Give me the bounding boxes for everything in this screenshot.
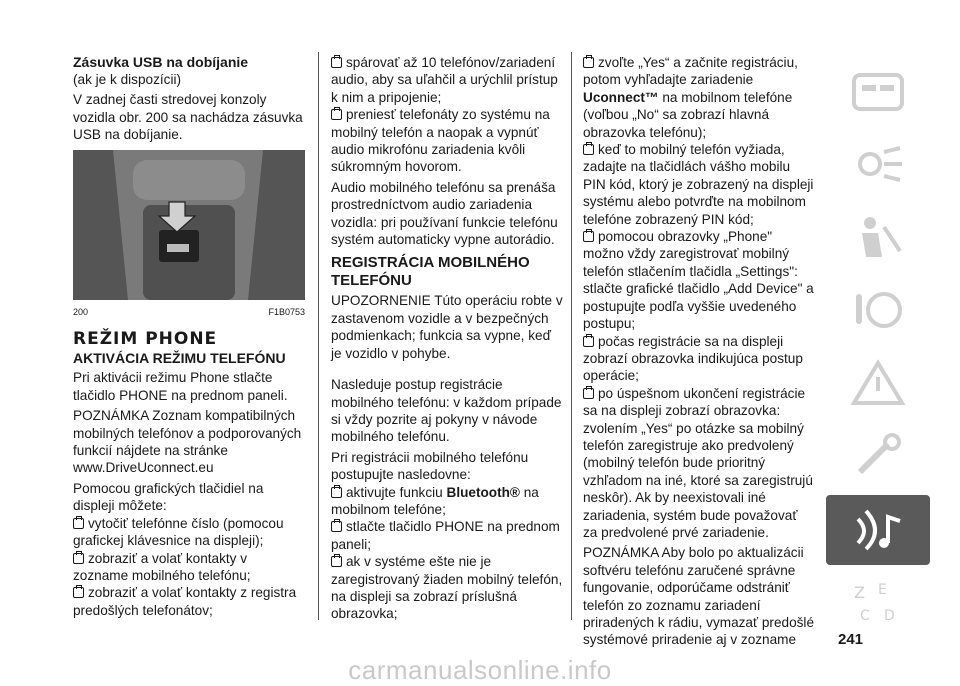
- usb-paragraph: V zadnej časti stredovej konzoly vozidla obr. 200 sa nachádza zásuvka USB na dobíjanie.: [73, 92, 303, 143]
- update-note: POZNÁMKA Aby bolo po aktualizácii softvéru telefónu zaručené správne fungovanie, odporúčame odstrániť telefón zo zoznamu zariadení priradených k rádiu, vymazať predošlé systémové priradenie aj v zozname: [583, 545, 815, 648]
- figure-code: F1B0753: [268, 306, 305, 317]
- watermark: carmanualsonline.info: [348, 655, 612, 685]
- bullet-icon: [583, 231, 594, 242]
- usb-socket-illustration: [73, 150, 305, 300]
- multimedia-icon: [848, 503, 908, 557]
- svg-text:E: E: [878, 582, 887, 598]
- svg-text:D: D: [884, 608, 895, 624]
- list-item: po úspešnom ukončení registrácie sa na displeji zobrazí obrazovka: zvolením „Yes“ po otázke sa mobilný telefón zaregistruje ako predvolený (mobilný telefón bude prioritný vzhľadom na iné, ktoré sa zaregistrujú neskôr). Ak by neexistovali iné zariadenia, systém bude považovať za predvolené prvé zariadenie.: [583, 385, 813, 540]
- tab-maintenance[interactable]: [826, 422, 930, 492]
- column-3: [583, 54, 815, 652]
- column-2: [331, 54, 563, 626]
- procedure-intro: Nasleduje postup registrácie mobilného telefónu: v každom prípade si vždy pozrite aj pokyny v návode mobilného telefónu.: [331, 377, 562, 445]
- bullet-icon: [331, 521, 342, 532]
- tab-starting[interactable]: [826, 276, 930, 346]
- usb-section-title: Zásuvka USB na dobíjanie: [73, 54, 249, 70]
- bullet-icon: [583, 388, 594, 399]
- compat-note: POZNÁMKA Zoznam kompatibilných mobilných telefónov a podporovaných funkcií nájdete na stránke www.DriveUconnect.eu: [73, 408, 302, 476]
- tab-safety[interactable]: [826, 203, 930, 273]
- list-item: keď to mobilný telefón vyžiada, zadajte na tlačidlách vášho mobilu PIN kód, ktorý je zobrazený na displeji systému alebo potvrďte na mobilnom telefóne zobrazený PIN kód;: [583, 142, 814, 227]
- list-item: vytočiť telefónne číslo (pomocou grafickej klávesnice na displeji);: [73, 515, 284, 549]
- bullet-icon: [73, 518, 84, 529]
- bullet-icon: [583, 144, 594, 155]
- list-item: zvoľte „Yes“ a začnite registráciu, potom vyhľadajte zariadenie Uconnect™ na mobilnom telefóne (voľbou „No“ sa zobrazí hlavná obrazovka telefónu);: [583, 55, 798, 140]
- display-buttons-intro: Pomocou grafických tlačidiel na displeji môžete:: [73, 480, 264, 514]
- audio-paragraph: Audio mobilného telefónu sa prenáša prostredníctvom audio zariadenia vozidla: pri používaní funkcie telefónu systém automaticky vypne autorádio.: [331, 179, 558, 248]
- warning-triangle-icon: [848, 357, 908, 411]
- procedure-steps-intro: Pri registrácii mobilného telefónu postupujte nasledovne:: [331, 449, 529, 483]
- warning-paragraph: UPOZORNENIE Túto operáciu robte v zastavenom vozidle a v bezpečných podmienkach; funkcia sa vypne, keď je vozidlo v pohybe.: [331, 293, 563, 361]
- tools-icon: [848, 430, 908, 484]
- phone-mode-title: REŽIM PHONE: [73, 329, 218, 350]
- figure-number: 200: [73, 306, 89, 317]
- list-item: stlačte tlačidlo PHONE na prednom paneli;: [331, 519, 560, 552]
- list-item: preniesť telefonáty zo systému na mobilný telefón a naopak a vypnúť audio mikrofónu zariadenia kvôli súkromným hovorom.: [331, 107, 550, 175]
- usb-subtitle: (ak je k dispozícii): [73, 72, 182, 87]
- list-item: zobraziť a volať kontakty z registra predošlých telefonátov;: [73, 585, 297, 618]
- bullet-icon: [583, 336, 594, 347]
- phone-activation-subtitle: AKTIVÁCIA REŽIMU TELEFÓNU: [73, 350, 286, 367]
- svg-text:Z: Z: [854, 583, 865, 602]
- svg-text:C: C: [860, 608, 870, 624]
- list-item: spárovať až 10 telefónov/zariadení audio, aby sa uľahčil a urýchlil prístup k nim a pripojenie;: [331, 55, 558, 105]
- index-icon: [848, 576, 908, 630]
- tab-index[interactable]: [826, 568, 930, 638]
- bullet-icon: [331, 556, 342, 567]
- lights-icon: [848, 138, 908, 192]
- seatbelt-airbag-icon: [848, 211, 908, 265]
- bullet-icon: [331, 487, 342, 498]
- list-item: počas registrácie sa na displeji zobrazí obrazovka indikujúca postup operácie;: [583, 333, 803, 384]
- phone-activation-text: Pri aktivácii režimu Phone stlačte tlačidlo PHONE na prednom paneli.: [73, 370, 288, 403]
- column-divider-1: [318, 52, 319, 620]
- list-item: aktivujte funkciu Bluetooth® na mobilnom telefóne;: [331, 484, 539, 517]
- figure-caption: [73, 304, 305, 321]
- tab-warnings[interactable]: [826, 349, 930, 419]
- list-item: ak v systéme ešte nie je zaregistrovaný žiaden mobilný telefón, na displeji sa zobrazí príslušná obrazovka;: [331, 554, 563, 622]
- bullet-icon: [73, 553, 84, 564]
- column-1: [73, 54, 305, 622]
- bullet-icon: [331, 57, 342, 68]
- bullet-icon: [73, 587, 84, 598]
- page-number: 241: [838, 631, 864, 648]
- bullet-icon: [583, 57, 594, 68]
- column-divider-2: [571, 52, 572, 620]
- tab-multimedia[interactable]: [826, 495, 930, 565]
- tab-lights[interactable]: [826, 130, 930, 200]
- list-item: zobraziť a volať kontakty v zozname mobilného telefónu;: [73, 550, 251, 583]
- car-dashboard-icon: [848, 65, 908, 119]
- bullet-icon: [331, 109, 342, 120]
- tab-dashboard[interactable]: [826, 57, 930, 127]
- chapter-sidebar: [826, 57, 930, 641]
- usb-figure: [73, 150, 305, 300]
- registration-title: REGISTRÁCIA MOBILNÉHO TELEFÓNU: [331, 254, 530, 290]
- list-item: pomocou obrazovky „Phone" možno vždy zaregistrovať mobilný telefón stlačením tlačidla „Settings": stlačte grafické tlačidlo „Add Device" a postupujte podľa vyššie uvedeného postupu;: [583, 229, 814, 332]
- key-steering-icon: [848, 284, 908, 338]
